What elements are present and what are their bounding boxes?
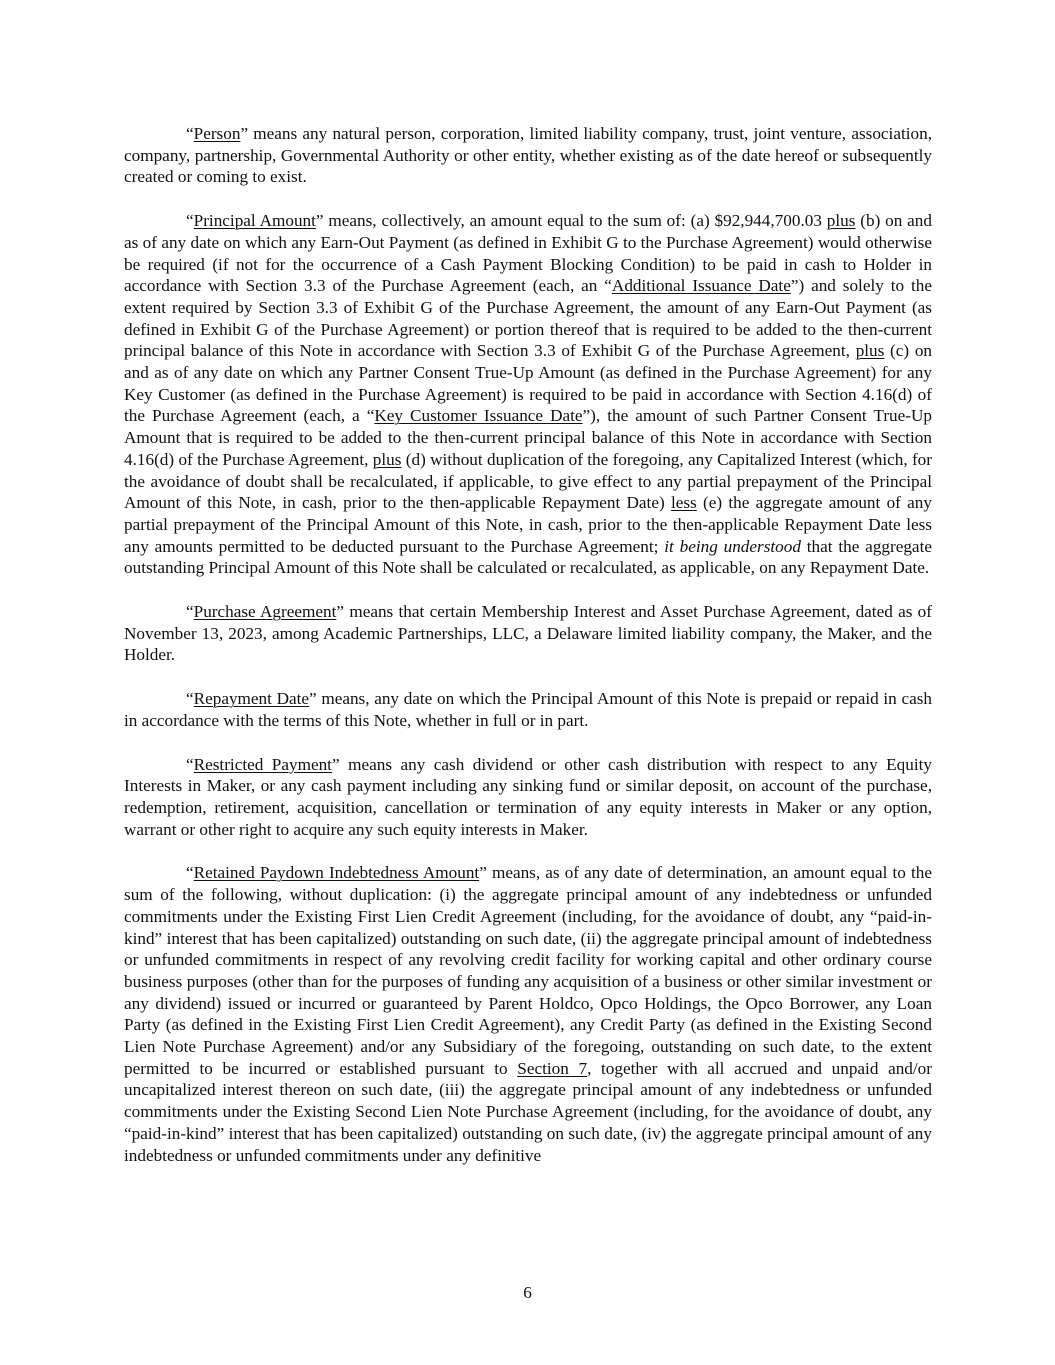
defined-term: Principal Amount — [193, 211, 316, 231]
plus-operator: plus — [826, 211, 856, 231]
definition-restricted-payment: “Restricted Payment” means any cash dividend or other cash distribution with respect to any Equity Interests in Maker, or any cash payment including any sinking fund or similar deposit, on account of the purchase, redemption, retirement, acquisition, cancellation or termination of any equity interests in Maker or any option, warrant or other right to acquire any such equity interests in Maker. — [124, 754, 932, 839]
definition-principal-amount: “Principal Amount” means, collectively, an amount equal to the sum of: (a) $92,944,700.03 plus (b) on and as of any date on which any Earn-Out Payment (as defined in Exhibit G to the Purchase Agreement) would otherwise be required (if not for the occurrence of a Cash Payment Blocking Condition) to be paid in cash to Holder in accordance with Section 3.3 of the Purchase Agreement (each, an “Additional Issuance Date”) and solely to the extent required by Section 3.3 of Exhibit G of the Purchase Agreement, the amount of any Earn-Out Payment (as defined in Exhibit G of the Purchase Agreement) or portion thereof that is required to be added to the then-current principal balance of this Note in accordance with Section 3.3 of Exhibit G of the Purchase Agreement, plus (c) on and as of any date on which any Partner Consent True-Up Amount (as defined in the Purchase Agreement) for any Key Customer (as defined in the Purchase Agreement) is required to be paid in accordance with Section 4.16(d) of the Purchase Agreement (each, a “Key Customer Issuance Date”), the amount of such Partner Consent True-Up Amount that is required to be added to the then-current principal balance of this Note in accordance with Section 4.16(d) of the Purchase Agreement, plus (d) without duplication of the foregoing, any Capitalized Interest (which, for the avoidance of doubt shall be recalculated, if applicable, to give effect to any partial prepayment of the Principal Amount of this Note, in cash, prior to the then-applicable Repayment Date) less (e) the aggregate amount of any partial prepayment of the Principal Amount of this Note, in cash, prior to the then-applicable Repayment Date less any amounts permitted to be deducted pursuant to the Purchase Agreement; it being understood that the aggregate outstanding Principal Amount of this Note shall be calculated or recalculated, as applicable, on any Repayment Date. — [124, 211, 933, 578]
defined-term: Person — [193, 124, 241, 143]
defined-term: Key Customer Issuance Date — [374, 406, 583, 426]
definition-repayment-date: “Repayment Date” means, any date on which the Principal Amount of this Note is prepaid or repaid in cash in accordance with the terms of this Note, whether in full or in part. — [124, 689, 932, 730]
section-reference: Section 7 — [517, 1058, 588, 1078]
plus-operator: plus — [855, 341, 885, 361]
defined-term: Restricted Payment — [193, 754, 332, 774]
plus-operator: plus — [372, 449, 402, 469]
defined-term: Repayment Date — [193, 689, 310, 709]
document-page — [124, 123, 932, 1188]
definition-purchase-agreement: “Purchase Agreement” means that certain Membership Interest and Asset Purchase Agreement, dated as of November 13, 2023, among Academic Partnerships, LLC, a Delaware limited liability company, the Maker, and the Holder. — [124, 602, 933, 665]
defined-term: Retained Paydown Indebtedness Amount — [193, 863, 480, 883]
definition-retained-paydown-indebtedness-amount: “Retained Paydown Indebtedness Amount” means, as of any date of determination, an amount equal to the sum of the following, without duplication: (i) the aggregate principal amount of any indebtedness or unfunded commitments under the Existing First Lien Credit Agreement (including, for the avoidance of doubt, any “paid-in-kind” interest that has been capitalized) outstanding on such date, (ii) the aggregate principal amount of indebtedness or unfunded commitments in respect of any revolving credit facility for working capital and other ordinary course business purposes (other than for the purposes of funding any acquisition of a business or other similar investment or any dividend) issued or incurred or guaranteed by Parent Holdco, Opco Holdings, the Opco Borrower, any Loan Party (as defined in the Existing First Lien Credit Agreement), any Credit Party (as defined in the Existing Second Lien Note Purchase Agreement) and/or any Subsidiary of the foregoing, outstanding on such date, to the extent permitted to be incurred or established pursuant to Section 7, together with all accrued and unpaid and/or uncapitalized interest thereon on such date, (iii) the aggregate principal amount of any indebtedness or unfunded commitments under the Existing Second Lien Note Purchase Agreement (including, for the avoidance of doubt, any “paid-in-kind” interest that has been capitalized) outstanding on such date, (iv) the aggregate principal amount of any indebtedness or unfunded commitments under any definitive — [124, 863, 932, 1165]
less-operator: less — [670, 493, 697, 513]
defined-term: Additional Issuance Date — [611, 276, 791, 296]
page-number: 6 — [523, 1283, 532, 1302]
italic-phrase: it being understood — [664, 536, 801, 556]
defined-term: Purchase Agreement — [193, 602, 337, 622]
definition-person: “Person” means any natural person, corporation, limited liability company, trust, joint venture, association, company, partnership, Governmental Authority or other entity, whether existing as of the date hereof or subsequently created or coming to exist. — [124, 124, 932, 187]
